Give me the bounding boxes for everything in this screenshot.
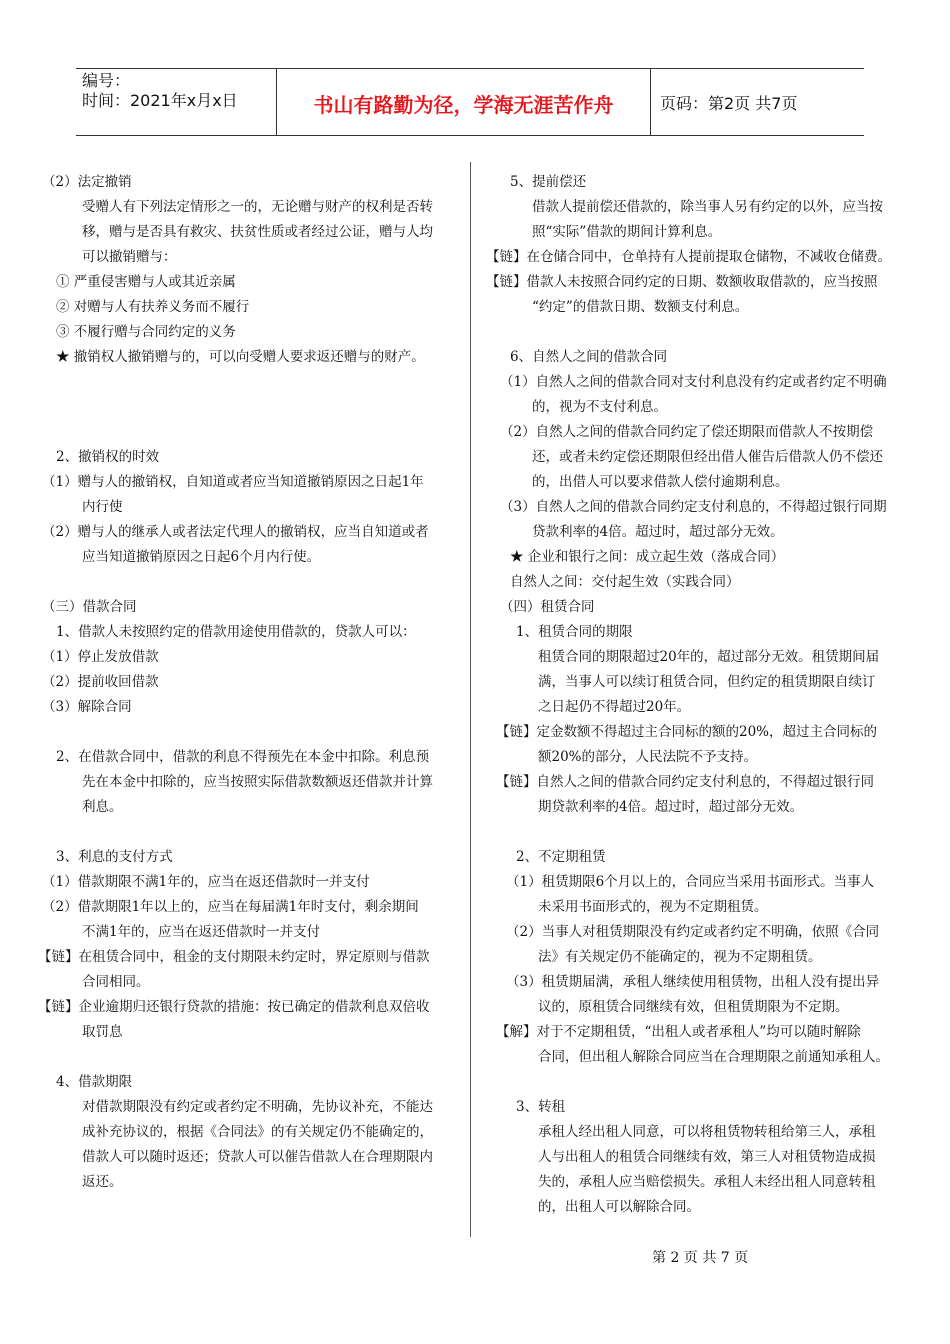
text-line: 法》有关规定仍不能确定的，视为不定期租赁。 xyxy=(538,949,822,965)
text-line: 可以撤销赠与： xyxy=(82,249,177,265)
text-line: 内行使 xyxy=(82,499,123,515)
text-line: （1）自然人之间的借款合同对支付利息没有约定或者约定不明确 xyxy=(500,374,887,390)
text-line: 移，赠与是否具有救灾、扶贫性质或者经过公证，赠与人均 xyxy=(82,224,433,240)
right-column xyxy=(488,170,918,1220)
text-line: 期贷款利率的4倍。超过时，超过部分无效。 xyxy=(538,799,804,815)
text-line: 还，或者未约定偿还期限但经出借人催告后借款人仍不偿还 xyxy=(532,449,883,465)
text-line: 2、在借款合同中，借款的利息不得预先在本金中扣除。利息预 xyxy=(56,749,430,765)
header-page-info: 页码：第2页 共7页 xyxy=(660,94,798,113)
text-line: 成补充协议的，根据《合同法》的有关规定仍不能确定的， xyxy=(82,1124,433,1140)
text-line: 借款人可以随时返还；贷款人可以催告借款人在合理期限内 xyxy=(82,1149,433,1165)
text-line: 合同相同。 xyxy=(82,974,150,990)
header-divider xyxy=(650,69,651,135)
document-time: 时间：2021年x月x日 xyxy=(82,91,238,110)
section-heading: 3、利息的支付方式 xyxy=(56,849,173,865)
page-header xyxy=(76,68,864,136)
text-line: 租赁合同的期限超过20年的，超过部分无效。租赁期间届 xyxy=(538,649,880,665)
list-item: ③ 不履行赠与合同约定的义务 xyxy=(56,324,236,340)
section-heading: 4、借款期限 xyxy=(56,1074,133,1090)
text-line: 满，当事人可以续订租赁合同，但约定的租赁期限自续订 xyxy=(538,674,876,690)
text-line: 取罚息 xyxy=(82,1024,123,1040)
header-meta xyxy=(82,71,238,111)
section-heading: （三）借款合同 xyxy=(42,599,137,615)
explanation-note: 【解】对于不定期租赁，“出租人或者承租人”均可以随时解除 xyxy=(496,1024,861,1040)
section-heading: 6、自然人之间的借款合同 xyxy=(510,349,668,365)
text-line: 合同，但出租人解除合同应当在合理期限之前通知承租人。 xyxy=(538,1049,889,1065)
page-footer: 第 2 页 共 7 页 xyxy=(652,1250,749,1266)
text-line: （1）赠与人的撤销权，自知道或者应当知道撤销原因之日起1年 xyxy=(42,474,424,490)
text-line: 贷款利率的4倍。超过时，超过部分无效。 xyxy=(532,524,784,540)
text-line: 先在本金中扣除的，应当按照实际借款数额返还借款并计算 xyxy=(82,774,433,790)
text-line: “约定”的借款日期、数额支付利息。 xyxy=(532,299,749,315)
header-motto: 书山有路勤为径，学海无涯苦作舟 xyxy=(313,93,614,117)
text-line: 照“实际”借款的期间计算利息。 xyxy=(532,224,722,240)
section-heading: 1、租赁合同的期限 xyxy=(516,624,633,640)
text-line: （2）法定撤销 xyxy=(42,174,132,190)
text-line: （2）当事人对租赁期限没有约定或者约定不明确，依照《合同 xyxy=(506,924,880,940)
left-column xyxy=(38,170,460,1195)
list-item: ① 严重侵害赠与人或其近亲属 xyxy=(56,274,236,290)
text-line: 自然人之间：交付起生效（实践合同） xyxy=(510,574,740,590)
text-line: （1）借款期限不满1年的，应当在返还借款时一并支付 xyxy=(42,874,370,890)
text-line: 不满1年的，应当在返还借款时一并支付 xyxy=(82,924,321,940)
link-note: 【链】自然人之间的借款合同约定支付利息的，不得超过银行同 xyxy=(496,774,874,790)
text-line: 额20%的部分，人民法院不予支持。 xyxy=(538,749,758,765)
text-line: 受赠人有下列法定情形之一的，无论赠与财产的权利是否转 xyxy=(82,199,433,215)
text-line: （2）借款期限1年以上的，应当在每届满1年时支付，剩余期间 xyxy=(42,899,419,915)
text-line: 之日起仍不得超过20年。 xyxy=(538,699,691,715)
text-line: 对借款期限没有约定或者约定不明确，先协议补充，不能达 xyxy=(82,1099,433,1115)
text-line: （2）自然人之间的借款合同约定了偿还期限而借款人不按期偿 xyxy=(500,424,874,440)
text-line: 借款人提前偿还借款的，除当事人另有约定的以外，应当按 xyxy=(532,199,883,215)
text-line: 1、借款人未按照约定的借款用途使用借款的，贷款人可以： xyxy=(56,624,416,640)
note-item: ★ 撤销权人撤销赠与的，可以向受赠人要求返还赠与的财产。 xyxy=(56,349,425,365)
text-line: 未采用书面形式的，视为不定期租赁。 xyxy=(538,899,768,915)
text-line: 利息。 xyxy=(82,799,123,815)
text-line: 议的，原租赁合同继续有效，但租赁期限为不定期。 xyxy=(538,999,849,1015)
text-line: （2）赠与人的继承人或者法定代理人的撤销权，应当自知道或者 xyxy=(42,524,429,540)
text-line: 的，出租人可以解除合同。 xyxy=(538,1199,700,1215)
column-divider xyxy=(470,162,471,1237)
list-item: ② 对赠与人有扶养义务而不履行 xyxy=(56,299,250,315)
text-line: （3）租赁期届满，承租人继续使用租赁物，出租人没有提出异 xyxy=(506,974,880,990)
document-number: 编号： xyxy=(82,71,131,90)
list-item: （3）解除合同 xyxy=(42,699,132,715)
section-heading: 5、提前偿还 xyxy=(510,174,587,190)
link-note: 【链】定金数额不得超过主合同标的额的20%，超过主合同标的 xyxy=(496,724,878,740)
text-line: 的，视为不支付利息。 xyxy=(532,399,667,415)
text-line: 应当知道撤销原因之日起6个月内行使。 xyxy=(82,549,321,565)
link-note: 【链】在租赁合同中，租金的支付期限未约定时，界定原则与借款 xyxy=(38,949,430,965)
list-item: （2）提前收回借款 xyxy=(42,674,159,690)
text-line: （3）自然人之间的借款合同约定支付利息的，不得超过银行同期 xyxy=(500,499,887,515)
text-line: 失的，承租人应当赔偿损失。承租人未经出租人同意转租 xyxy=(538,1174,876,1190)
link-note: 【链】企业逾期归还银行贷款的措施：按已确定的借款利息双倍收 xyxy=(38,999,430,1015)
section-heading: 3、转租 xyxy=(516,1099,566,1115)
link-note: 【链】在仓储合同中，仓单持有人提前提取仓储物，不减收仓储费。 xyxy=(486,249,891,265)
list-item: （1）停止发放借款 xyxy=(42,649,159,665)
text-line: 承租人经出租人同意，可以将租赁物转租给第三人，承租 xyxy=(538,1124,876,1140)
text-line: 返还。 xyxy=(82,1174,123,1190)
section-heading: 2、不定期租赁 xyxy=(516,849,606,865)
section-heading: 2、撤销权的时效 xyxy=(56,449,160,465)
text-line: 的，出借人可以要求借款人偿付逾期利息。 xyxy=(532,474,789,490)
link-note: 【链】借款人未按照合同约定的日期、数额收取借款的，应当按照 xyxy=(486,274,878,290)
text-line: （1）租赁期限6个月以上的，合同应当采用书面形式。当事人 xyxy=(506,874,875,890)
note-item: ★ 企业和银行之间：成立起生效（落成合同） xyxy=(510,549,785,565)
text-line: 人与出租人的租赁合同继续有效，第三人对租赁物造成损 xyxy=(538,1149,876,1165)
section-heading: （四）租赁合同 xyxy=(500,599,595,615)
